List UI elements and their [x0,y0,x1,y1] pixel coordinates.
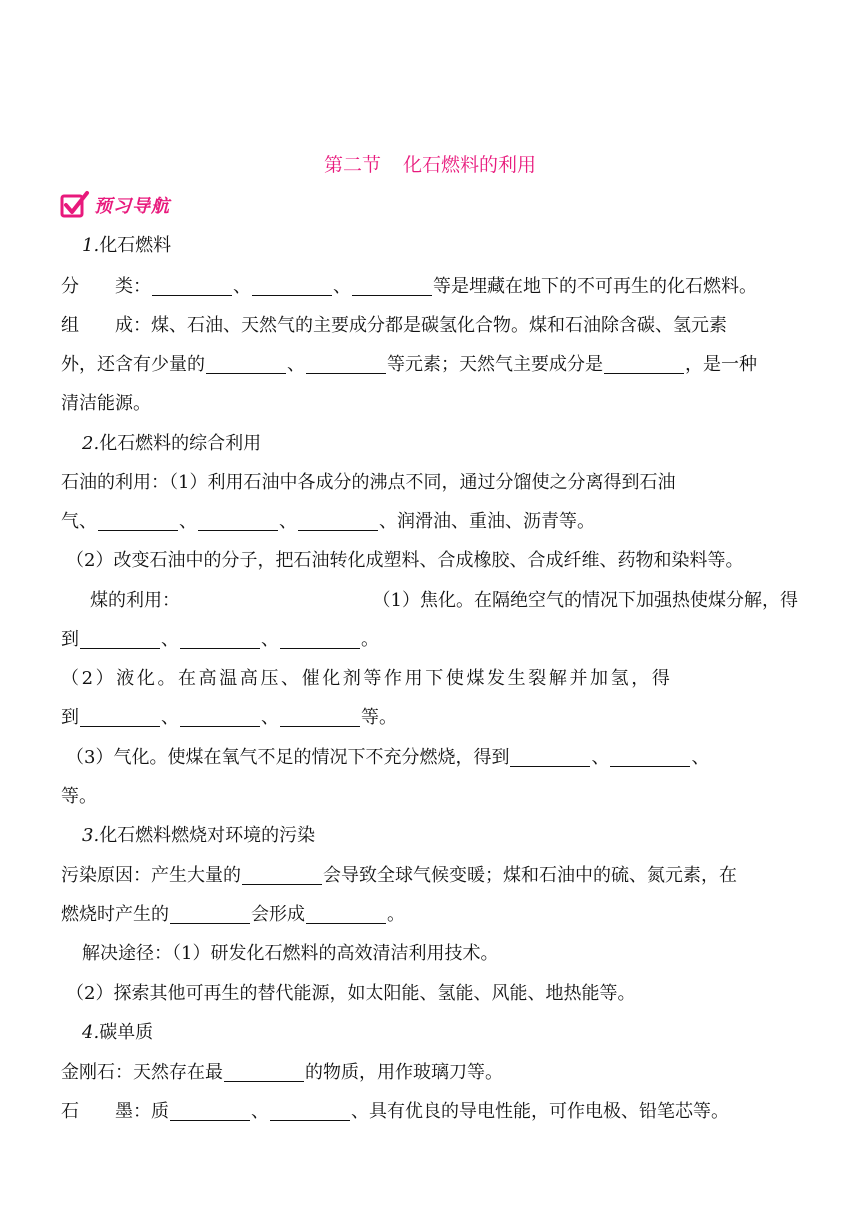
line-oil-use-1: 石油的利用：（1）利用石油中各成分的沸点不同，通过分馏使之分离得到石油 [61,472,676,493]
fill-blank[interactable] [80,628,160,649]
section-topic: 化石燃料的利用 [403,154,537,176]
preview-guide-label: 预习导航 [94,196,170,217]
fill-blank[interactable] [280,706,360,727]
line-coal-use-1: 煤的利用： （1）焦化。在隔绝空气的情况下加强热使煤分解，得 [90,590,798,611]
fill-blank[interactable] [152,275,232,296]
heading-pollution: 3.化石燃料燃烧对环境的污染 [82,825,316,846]
fill-blank[interactable] [170,1100,250,1121]
fill-blank[interactable] [98,510,178,531]
checkbox-check-icon [60,190,90,220]
line-pollution-cause-2: 燃烧时产生的 会形成 。 [61,904,405,925]
line-coal-use-3: （2）液化。在高温高压、催化剂等作用下使煤发生裂解并加氢，得 [61,668,673,689]
fill-blank[interactable] [242,864,322,885]
line-composition-3: 清洁能源。 [61,393,151,414]
line-classification: 分 类： 、 、 等是埋藏在地下的不可再生的化石燃料。 [61,276,757,297]
fill-blank[interactable] [352,275,432,296]
fill-blank[interactable] [280,628,360,649]
line-coal-use-4: 到 、 、 等。 [61,707,397,728]
fill-blank[interactable] [198,510,278,531]
fill-blank[interactable] [604,353,684,374]
heading-carbon-elements: 4.碳单质 [82,1022,154,1043]
line-oil-use-3: （2）改变石油中的分子，把石油转化成塑料、合成橡胶、合成纤维、药物和染料等。 [66,550,744,571]
fill-blank[interactable] [80,706,160,727]
fill-blank[interactable] [306,353,386,374]
fill-blank[interactable] [180,706,260,727]
line-coal-use-6: 等。 [61,786,97,807]
preview-guide-badge [60,190,170,220]
line-diamond: 金刚石：天然存在最 的物质，用作玻璃刀等。 [61,1062,503,1083]
heading-fossil-fuels: 1.化石燃料 [82,235,172,256]
section-number: 第二节 [323,154,381,176]
line-composition-2: 外，还含有少量的 、 等元素；天然气主要成分是 ，是一种 [61,354,757,375]
line-composition-1: 组 成：煤、石油、天然气的主要成分都是碳氢化合物。煤和石油除含碳、氢元素 [61,315,727,336]
line-oil-use-2: 气、 、 、 、润滑油、重油、沥青等。 [61,511,595,532]
section-title [0,150,860,177]
fill-blank[interactable] [206,353,286,374]
line-coal-use-2: 到 、 、 。 [61,629,379,650]
fill-blank[interactable] [510,746,590,767]
fill-blank[interactable] [610,746,690,767]
fill-blank[interactable] [306,903,386,924]
line-pollution-cause-1: 污染原因：产生大量的 会导致全球气候变暖；煤和石油中的硫、氮元素，在 [61,865,737,886]
fill-blank[interactable] [298,510,378,531]
fill-blank[interactable] [180,628,260,649]
heading-comprehensive-use: 2.化石燃料的综合利用 [82,433,262,454]
fill-blank[interactable] [252,275,332,296]
line-graphite: 石 墨：质 、 、具有优良的导电性能，可作电极、铅笔芯等。 [61,1101,729,1122]
fill-blank[interactable] [170,903,250,924]
line-solution-2: （2）探索其他可再生的替代能源，如太阳能、氢能、风能、地热能等。 [66,983,636,1004]
line-solution-1: 解决途径：（1）研发化石燃料的高效清洁利用技术。 [82,943,499,964]
fill-blank[interactable] [270,1100,350,1121]
fill-blank[interactable] [224,1061,304,1082]
line-coal-use-5: （3）气化。使煤在氧气不足的情况下不充分燃烧，得到 、 、 [66,747,710,768]
